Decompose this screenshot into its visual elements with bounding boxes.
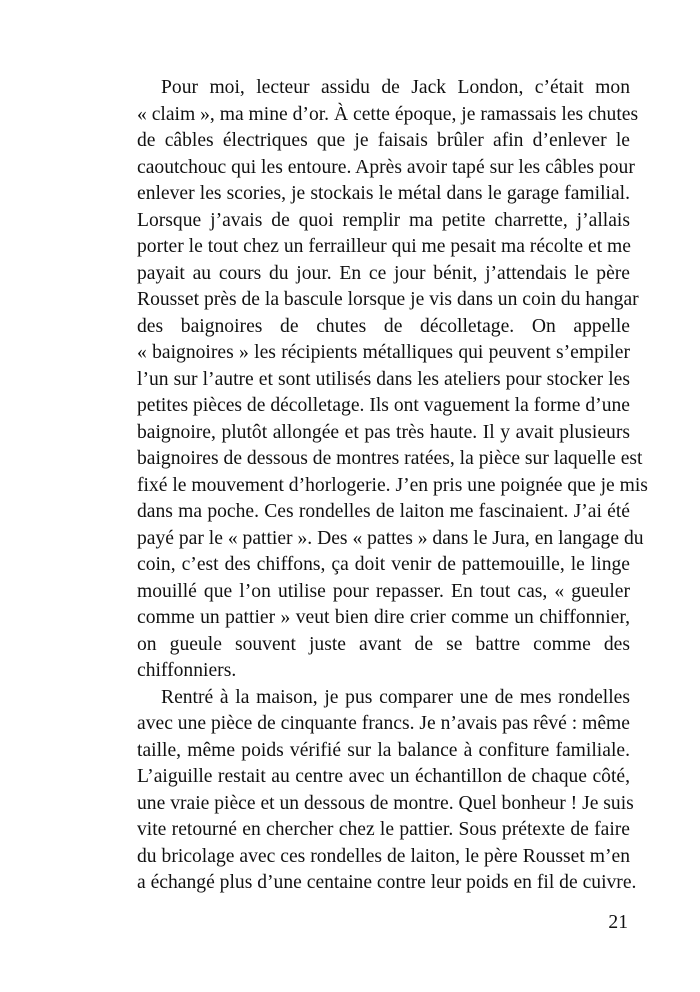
text-line: payé par le « pattier ». Des « pattes » dans le Jura, en langage du bbox=[137, 527, 644, 549]
text-line: du bricolage avec ces rondelles de laiton, le père Rousset m’en bbox=[137, 845, 630, 867]
text-line: taille, même poids vérifié sur la balance à confiture familiale. bbox=[137, 739, 630, 761]
text-line: mouillé que l’on utilise pour repasser. En tout cas, « gueuler bbox=[137, 580, 630, 602]
page-number: 21 bbox=[608, 912, 628, 933]
text-line: chiffonniers. bbox=[137, 660, 237, 681]
text-line: fixé le mouvement d’horlogerie. J’en pris une poignée que je mis bbox=[137, 474, 648, 496]
text-line: a échangé plus d’une centaine contre leur poids en fil de cuivre. bbox=[137, 872, 637, 893]
text-line: « claim », ma mine d’or. À cette époque, je ramassais les chutes bbox=[137, 103, 639, 125]
text-line: Lorsque j’avais de quoi remplir ma petite charrette, j’allais bbox=[137, 209, 630, 231]
text-line: « baignoires » les récipients métalliques qui peuvent s’empiler bbox=[137, 342, 630, 363]
text-line: vite retourné en chercher chez le pattier. Sous prétexte de faire bbox=[137, 819, 630, 840]
text-line: payait au cours du jour. En ce jour bénit, j’attendais le père bbox=[137, 262, 630, 284]
text-line: porter le tout chez un ferrailleur qui me pesait ma récolte et me bbox=[137, 236, 631, 257]
text-line: coin, c’est des chiffons, ça doit venir de pattemouille, le linge bbox=[137, 554, 630, 575]
text-line: baignoire, plutôt allongée et pas très haute. Il y avait plusieurs bbox=[137, 421, 630, 443]
text-line: dans ma poche. Ces rondelles de laiton me fascinaient. J’ai été bbox=[137, 501, 630, 522]
paragraph bbox=[137, 75, 648, 685]
text-line: baignoires de dessous de montres ratées, la pièce sur laquelle est bbox=[137, 448, 643, 469]
text-line: petites pièces de décolletage. Ils ont vaguement la forme d’une bbox=[137, 395, 630, 416]
text-line: on gueule souvent juste avant de se battre comme des bbox=[137, 633, 630, 655]
text-line: enlever les scories, je stockais le métal dans le garage familial. bbox=[137, 183, 630, 204]
text-line: comme un pattier » veut bien dire crier comme un chiffonnier, bbox=[137, 607, 630, 628]
page-body bbox=[137, 75, 648, 897]
text-line: L’aiguille restait au centre avec un échantillon de chaque côté, bbox=[137, 766, 630, 787]
text-line: Rousset près de la bascule lorsque je vis dans un coin du hangar bbox=[137, 289, 639, 310]
text-line: caoutchouc qui les entoure. Après avoir tapé sur les câbles pour bbox=[137, 156, 635, 178]
text-line: Pour moi, lecteur assidu de Jack London, c’était mon bbox=[161, 77, 630, 98]
text-line: l’un sur l’autre et sont utilisés dans les ateliers pour stocker les bbox=[137, 368, 630, 390]
text-line: Rentré à la maison, je pus comparer une de mes rondelles bbox=[161, 686, 630, 708]
text-line: de câbles électriques que je faisais brûler afin d’enlever le bbox=[137, 130, 630, 151]
text-line: une vraie pièce et un dessous de montre. Quel bonheur ! Je suis bbox=[137, 792, 634, 814]
text-line: avec une pièce de cinquante francs. Je n’avais pas rêvé : même bbox=[137, 713, 630, 734]
paragraph bbox=[137, 685, 637, 897]
text-line: des baignoires de chutes de décolletage. On appelle bbox=[137, 315, 630, 337]
